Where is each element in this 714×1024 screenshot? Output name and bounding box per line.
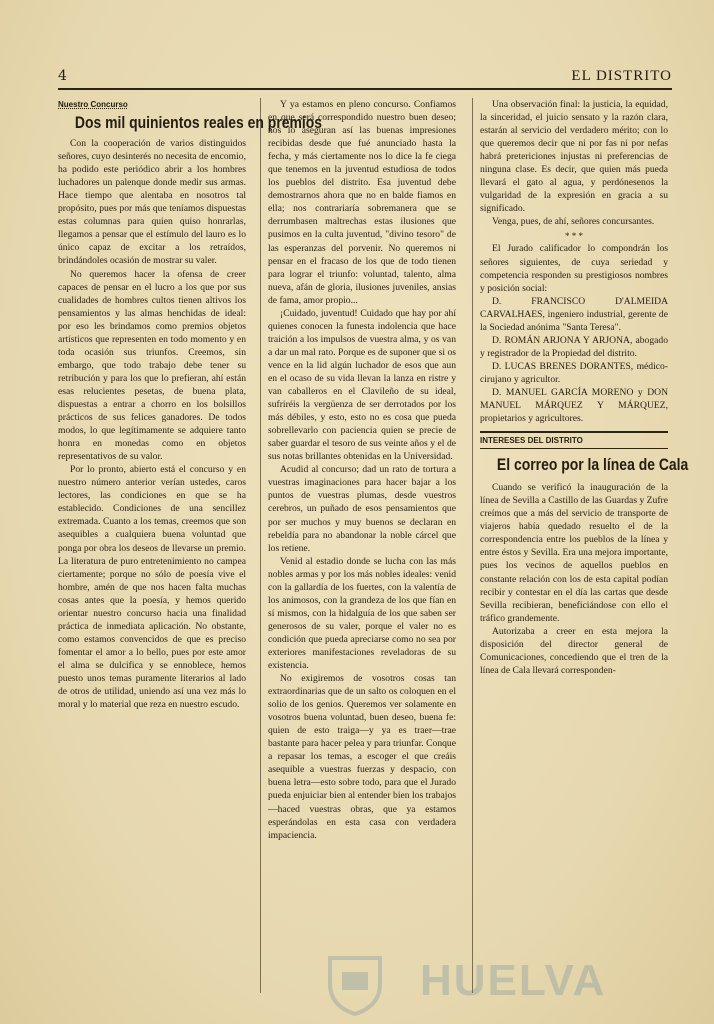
jury-member: D. FRANCISCO D'ALMEIDA CARVALHAES, ingeniero industrial, gerente de la Sociedad anónima "Santa Teresa". (480, 295, 668, 333)
jury-member: D. LUCAS BRENES DORANTES, médico-cirujano y agricultor. (480, 360, 668, 385)
article-paragraph: Venga, pues, de ahí, señores concursantes. (492, 216, 655, 228)
article-headline: Dos mil quinientos reales en premios (74, 113, 323, 133)
section-stars: * * * (565, 231, 583, 242)
article-paragraph: Autorizaba a creer en esta mejora la disposición del director general de Comunicaciones, concediendo que el tren de la línea de Cala llevará corresponden- (480, 625, 668, 676)
masthead: EL DISTRITO (571, 68, 672, 84)
article-paragraph: No queremos hacer la ofensa de creer capaces de pensar en el lucro a los que por sus cualidades de hombres cultos tienen altivos los pensamientos y las almas henchidas de ideal: por eso les brindamos como premios objetos artísticos que representen en todo momento y en toda ocasión sus triunfos. Creemos, sin embargo, que todo trabajo debe tener su retribución y para los que lo prefieran, ahí están esas relucientes pesetas, de buena plata, dispuestas a entrar a chorro en los bolsillos prácticos de sus felices ganadores. De todos modos, lo que legítimamente se adquiere tanto honra en monedas como en objetos representativos de su valor. (58, 268, 246, 463)
article-paragraph: Por lo pronto, abierto está el concurso y en nuestro número anterior verían ustedes, caros lectores, las condiciones en que se ha establecido. Condiciones de una sencillez extremada. Cuanto a los temas, creemos que son asequibles a cualquiera buena voluntad que ponga por obra los deseos de llevarse un premio. La literatura de puro entretenimiento no campea ciertamente; porque no sólo de poesía vive el hombre, amén de que nos hacen falta muchas cosas antes que la poesía, y hemos querido orientar nuestro concurso hacia una finalidad práctica de inmediata aplicación. No obstante, como estamos convencidos de que es preciso fomentar el amor a lo bello, pues por este amor el alma se dulcifica y se ennoblece, hemos puesto unos temas puramente literarios al lado de otros de utilidad, uniendo así una vez más lo moral y lo material que reza en nuestro escudo. (58, 464, 246, 711)
article-paragraph: No exigiremos de vosotros cosas tan extraordinarias que de un salto os coloquen en el solio de los genios. Queremos ver solamente en vosotros buena voluntad, buen deseo, buena fe: quien de esto traiga—y ya es traer—trae bastante para hacer pelea y para triunfar. Conque a repasar los temas, a escoger el que creáis asequible a vuestras fuerzas y despacio, con buena letra—esto sobre todo, para que el Jurado pueda enjuiciar bien al entender bien los trabajos—haced vuestras obras, que ya estamos esperándolas en esta casa con verdadera impaciencia. (268, 673, 456, 841)
article-paragraph: Una observación final: la justicia, la equidad, la sinceridad, el juicio sensato y la razón clara, estarán al servicio del verdadero mérito; con lo que queremos decir que ni por fas ni por nefas habrá pretericiones injustas ni preferencias de ninguna clase. Es decir, que quien más pueda llevará el gato al agua, y perdónesenos la vulgaridad de la expresión en gracia a su significado. (480, 99, 668, 215)
column-rule (472, 98, 473, 993)
archive-watermark (300, 948, 660, 1018)
article-paragraph: Acudid al concurso; dad un rato de tortura a vuestras imaginaciones para hacer bajar a los puntos de vuestras plumas, desde vuestros cerebros, un puñado de esos pensamientos que por ser muchos y muy buenos se declaran en rebeldía para no abandonar la noble cárcel que los retiene. (268, 464, 456, 554)
article-headline: El correo por la línea de Cala (496, 455, 689, 475)
column-1 (58, 98, 323, 711)
crest-icon (320, 950, 390, 1016)
article-paragraph: Y ya estamos en pleno concurso. Confiamos en que será correspondido nuestro buen deseo; nos lo aseguran así las buenas impresiones recibidas desde que fué anunciado hasta la fecha, y más ciertamente nos lo dice la fe ciega que tenemos en la juventud estudiosa de todos los pueblos del distrito. Esa juventud debe demostrarnos ahora que no en balde fiamos en ella; nos contrariaría sobremanera que se derrumbasen maltrechas estas ilusiones que pusimos en la culta juventud, "divino tesoro" de las esperanzas del porvenir. No queremos ni pensar en el fracaso de los que de todo tienen para lograr el triunfo: voluntad, talento, alma nueva, afán de gloria, ilusiones juveniles, ansias de fama, amor propio... (268, 99, 456, 306)
jury-member: D. MANUEL GARCÍA MORENO y DON MANUEL MÁRQUEZ Y MÁRQUEZ, propietarios y agricultores. (480, 386, 668, 425)
page-number: 4 (58, 68, 67, 84)
watermark-text: HUELVA (420, 956, 607, 1005)
article-paragraph: Venid al estadio donde se lucha con las más nobles armas y por los más nobles ideales: venid con la gallardía de los fuertes, con la valentía de los animosos, con la grandeza de los que fían en sí mismos, con la hidalguía de los que saben ser generosos de su valer, porque el valer no es condición que pueda apreciarse como no sea por exteriores manifestaciones reveladoras de su existencia. (268, 555, 456, 672)
article-paragraph: ¡Cuidado, juventud! Cuidado que hay por ahí quienes conocen la funesta indolencia que hace traición a los impulsos de vuestra alma, y os van a dar un mal rato. Porque es de suponer que si os vence en la lid algún luchador de esos que aun en el ocaso de su vida llevan la lanza en ristre y van caballeros en el Clavileño de su ideal, sufriréis la vergüenza de ser derrotados por los más débiles, y esto, esto no es cosa que pueda sobrellevarlo con paciencia quien se precie de saber guardar el tesoro de sus veinte años y el de sus notas brillantes obtenidas en la Universidad. (268, 307, 456, 463)
jury-intro: El Jurado calificador lo compondrán los señores siguientes, de cuya seriedad y competencia responden su prestigiosos nombres y posición social: (480, 243, 668, 294)
section-kicker: INTERESES DEL DISTRITO (480, 433, 668, 449)
article-paragraph: Con la cooperación de varios distinguidos señores, cuyo desinterés no necesita de encomio, ha podido este periódico abrir a los hombres luchadores un palenque donde medir sus armas. Hace tiempo que alentaba en nosotros tal propósito, pues por más que teníamos dispuestas estas columnas para quien quiso honrarlas, llegamos a pensar que el estímulo del lauro es lo único capaz de excitar a los retraídos, brindándoles ocasión de mostrar su valer. (58, 138, 246, 267)
article-kicker: Nuestro Concurso (58, 100, 128, 109)
column-2 (268, 98, 456, 842)
column-rule (260, 98, 261, 993)
column-3 (480, 98, 689, 677)
page-header (58, 66, 672, 90)
article-paragraph: Cuando se verificó la inauguración de la línea de Sevilla a Castillo de las Guardas y Zufre creímos que a más del servicio de transporte de viajeros había quedado resuelto el de la correspondencia entre los pueblos de la línea y entre éstos y Sevilla. Era una mejora importante, pues los vecinos de aquellos pueblos en constante relación con los de esta capital podían recibir y contestar en el día las cartas que desde Sevilla recibieran, beneficiándose con ello el tráfico grandemente. (480, 482, 668, 624)
jury-member: D. ROMÁN ARJONA Y ARJONA, abogado y registrador de la Propiedad del distrito. (480, 334, 668, 359)
